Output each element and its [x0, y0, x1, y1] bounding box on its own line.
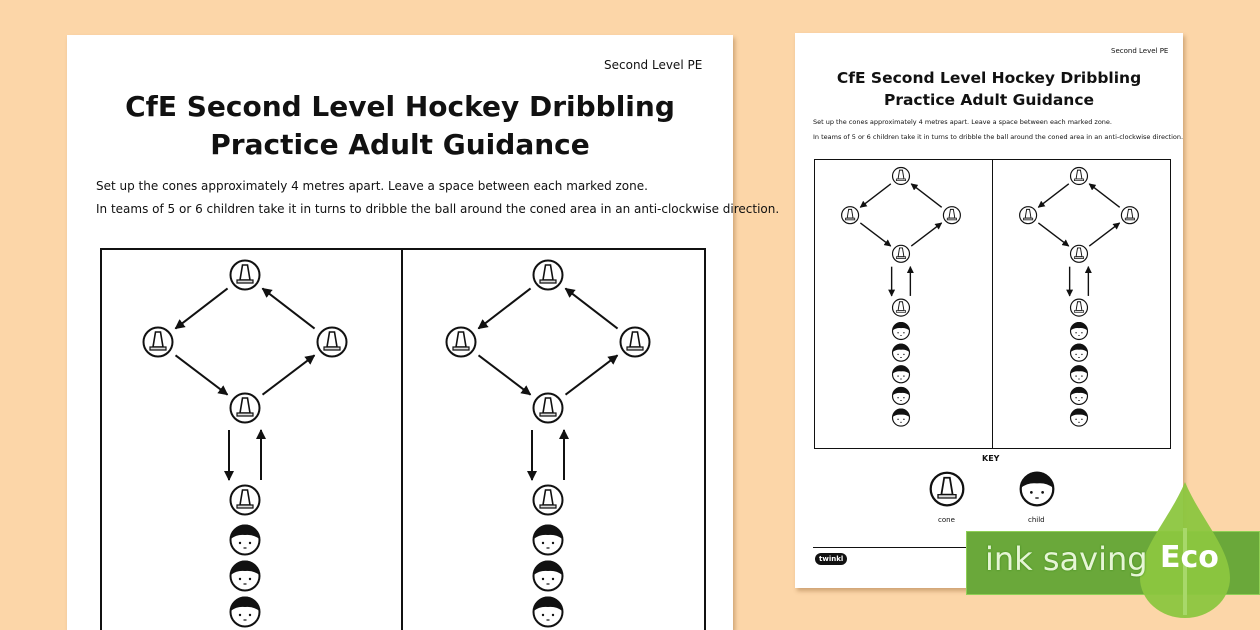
child-icon [534, 561, 563, 591]
cone-icon [893, 245, 910, 262]
small-instruction-2: In teams of 5 or 6 children take it in turns to dribble the ball around the coned area in an anti-clockwise direction. [813, 133, 1184, 141]
key-heading: KEY [982, 454, 1000, 463]
arrow-icon [478, 288, 530, 328]
arrow-icon [911, 223, 941, 246]
child-icon [893, 322, 910, 340]
arrow-icon [1038, 184, 1069, 207]
arrow-icon [479, 355, 531, 394]
cone-icon [534, 486, 563, 515]
arrow-icon [262, 288, 314, 328]
cone-icon [534, 261, 563, 290]
key-cone-label: cone [938, 516, 955, 524]
child-icon [893, 409, 910, 427]
child-icon [1071, 409, 1088, 427]
cone-icon [231, 261, 260, 290]
cone-icon [1020, 207, 1037, 224]
cone-icon [144, 328, 173, 357]
ink-saving-label: ink saving [985, 540, 1148, 578]
title-line-1: CfE Second Level Hockey Dribbling [125, 90, 675, 123]
instruction-1: Set up the cones approximately 4 metres apart. Leave a space between each marked zone. [96, 179, 648, 193]
arrow-icon [911, 184, 942, 207]
cone-icon [893, 168, 910, 185]
cone-icon [1071, 245, 1088, 262]
cone-icon [318, 328, 347, 357]
child-icon [1071, 322, 1088, 340]
child-icon [1071, 387, 1088, 405]
small-title-line-2: Practice Adult Guidance [883, 91, 1095, 109]
title-line-2: Practice Adult Guidance [210, 128, 590, 161]
child-icon [534, 597, 563, 627]
child-icon [231, 525, 260, 555]
child-icon [893, 344, 910, 362]
child-icon [893, 365, 910, 383]
cone-icon [842, 207, 859, 224]
small-level-label: Second Level PE [1111, 47, 1169, 55]
child-icon [1071, 344, 1088, 362]
key-cone-icon [931, 473, 964, 506]
arrow-icon [176, 355, 228, 394]
cone-icon [1071, 168, 1088, 185]
arrow-icon [1089, 223, 1119, 246]
cone-icon [1121, 207, 1138, 224]
key-child-icon [1021, 472, 1054, 506]
arrow-icon [1038, 223, 1068, 246]
arrow-icon [860, 184, 891, 207]
cone-icon [893, 299, 910, 316]
child-icon [231, 561, 260, 591]
small-title-line-1: CfE Second Level Hockey Dribbling [836, 69, 1142, 87]
cone-icon [1071, 299, 1088, 316]
arrow-icon [175, 288, 227, 328]
cone-icon [231, 394, 260, 423]
cone-icon [231, 486, 260, 515]
level-label: Second Level PE [604, 58, 703, 72]
child-icon [1071, 365, 1088, 383]
cone-icon [943, 207, 960, 224]
cone-icon [534, 394, 563, 423]
arrow-icon [565, 288, 617, 328]
twinkl-logo: twinkl [815, 553, 847, 565]
cone-icon [447, 328, 476, 357]
small-instruction-1: Set up the cones approximately 4 metres apart. Leave a space between each marked zone. [813, 118, 1112, 126]
child-icon [231, 597, 260, 627]
arrow-icon [566, 355, 618, 394]
arrow-icon [263, 355, 315, 394]
eco-label: Eco [1160, 540, 1219, 575]
cone-icon [621, 328, 650, 357]
child-icon [893, 387, 910, 405]
key-child-label: child [1028, 516, 1045, 524]
arrow-icon [1089, 184, 1120, 207]
arrow-icon [860, 223, 890, 246]
instruction-2: In teams of 5 or 6 children take it in turns to dribble the ball around the coned area in an anti-clockwise direction. [96, 202, 780, 216]
child-icon [534, 525, 563, 555]
